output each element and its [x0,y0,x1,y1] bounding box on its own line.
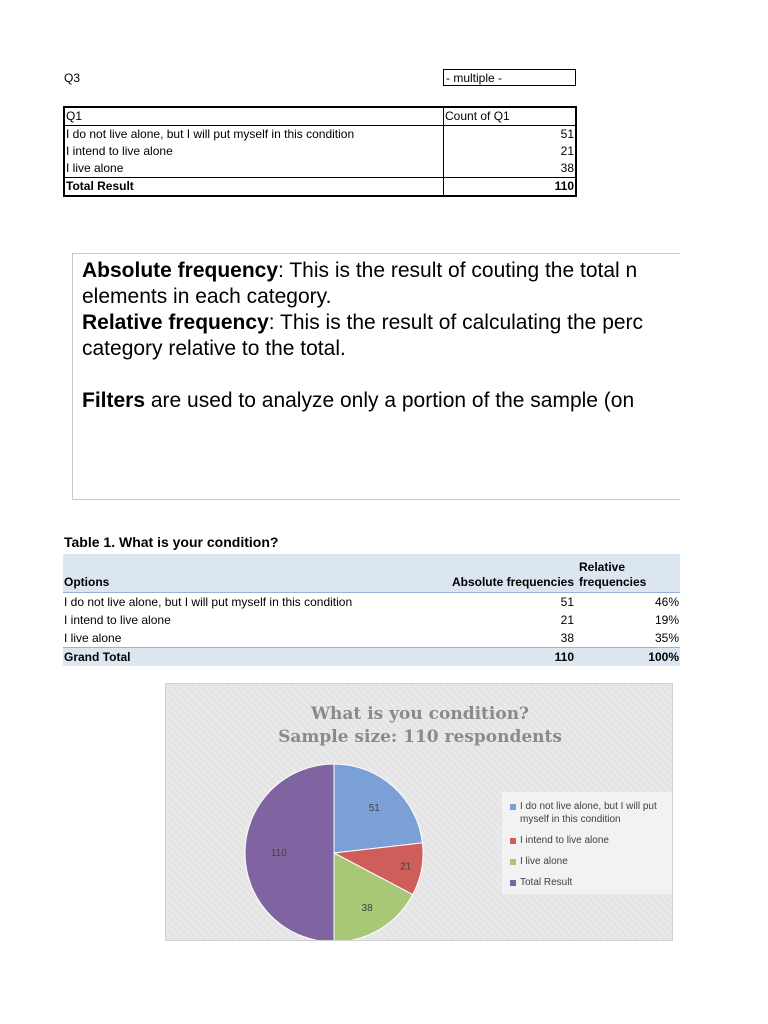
table1-title: Table 1. What is your condition? [64,534,279,550]
table1-header-absolute: Absolute frequencies [443,554,575,593]
table1-option: I live alone [64,631,122,645]
text-line: : This is the result of couting the total n [278,259,638,282]
chart-legend [502,792,672,894]
text-line: elements in each category. [82,285,332,308]
pivot-filter-label: Q3 [64,71,81,85]
table1-relative: 19% [654,613,679,627]
legend-label: Total Result [520,877,573,888]
legend-label: I intend to live alone [520,835,609,846]
chart-title-line1: What is you condition? [310,704,530,724]
pie-slice[interactable] [245,764,334,941]
chart-title-line2: Sample size: 110 respondents [278,727,562,747]
pie-chart[interactable] [165,683,673,941]
pivot-row-count: 51 [444,126,577,144]
viewport-clip [680,240,768,520]
term-relative-frequency: Relative frequency [82,311,269,334]
pivot-total-count: 110 [444,178,577,197]
pivot-row-label: I live alone [66,161,124,175]
explanation-textbox[interactable] [72,253,712,500]
pivot-row-count: 21 [444,143,577,160]
table1 [63,554,680,666]
pie-data-label: 38 [361,902,373,914]
table1-total-label: Grand Total [63,648,443,667]
pivot-header-count[interactable]: Count of Q1 [444,107,577,126]
table1-absolute: 51 [560,595,574,609]
legend-label: I do not live alone, but I will put myself in this condition [520,801,657,825]
pivot-total-label: Total Result [64,178,444,197]
explanation-text [82,258,712,414]
table1-header-options: Options [63,554,443,593]
pivot-header-q1[interactable]: Q1 [64,107,444,126]
table1-relative: 46% [654,595,679,609]
legend-swatch [510,859,516,865]
pivot-row-label: I intend to live alone [66,144,173,158]
table1-header-relative: Relative frequencies [575,554,680,593]
text-line: category relative to the total. [82,337,346,360]
table1-relative: 35% [654,631,679,645]
pivot-table [63,106,577,197]
pie-data-label: 21 [400,861,412,873]
table1-total-relative: 100% [575,648,680,667]
term-absolute-frequency: Absolute frequency [82,259,279,282]
legend-swatch [510,880,516,886]
pivot-filter-dropdown[interactable]: - multiple - [443,69,576,86]
pie-data-label: 110 [270,848,287,859]
pivot-row-count: 38 [444,160,577,178]
table1-absolute: 38 [560,631,574,645]
legend-swatch [510,838,516,844]
table1-option: I intend to live alone [64,613,171,627]
text-line: are used to analyze only a portion of the sample (on [145,389,635,412]
legend-swatch [510,804,516,810]
table1-total-absolute: 110 [443,648,575,667]
pivot-row-label: I do not live alone, but I will put myself in this condition [66,127,355,141]
table1-option: I do not live alone, but I will put myself in this condition [64,595,353,609]
table1-absolute: 21 [560,613,574,627]
legend-label: I live alone [520,856,568,867]
text-line: : This is the result of calculating the perc [268,311,644,334]
pie-data-label: 51 [368,802,380,814]
term-filters: Filters [82,389,146,412]
